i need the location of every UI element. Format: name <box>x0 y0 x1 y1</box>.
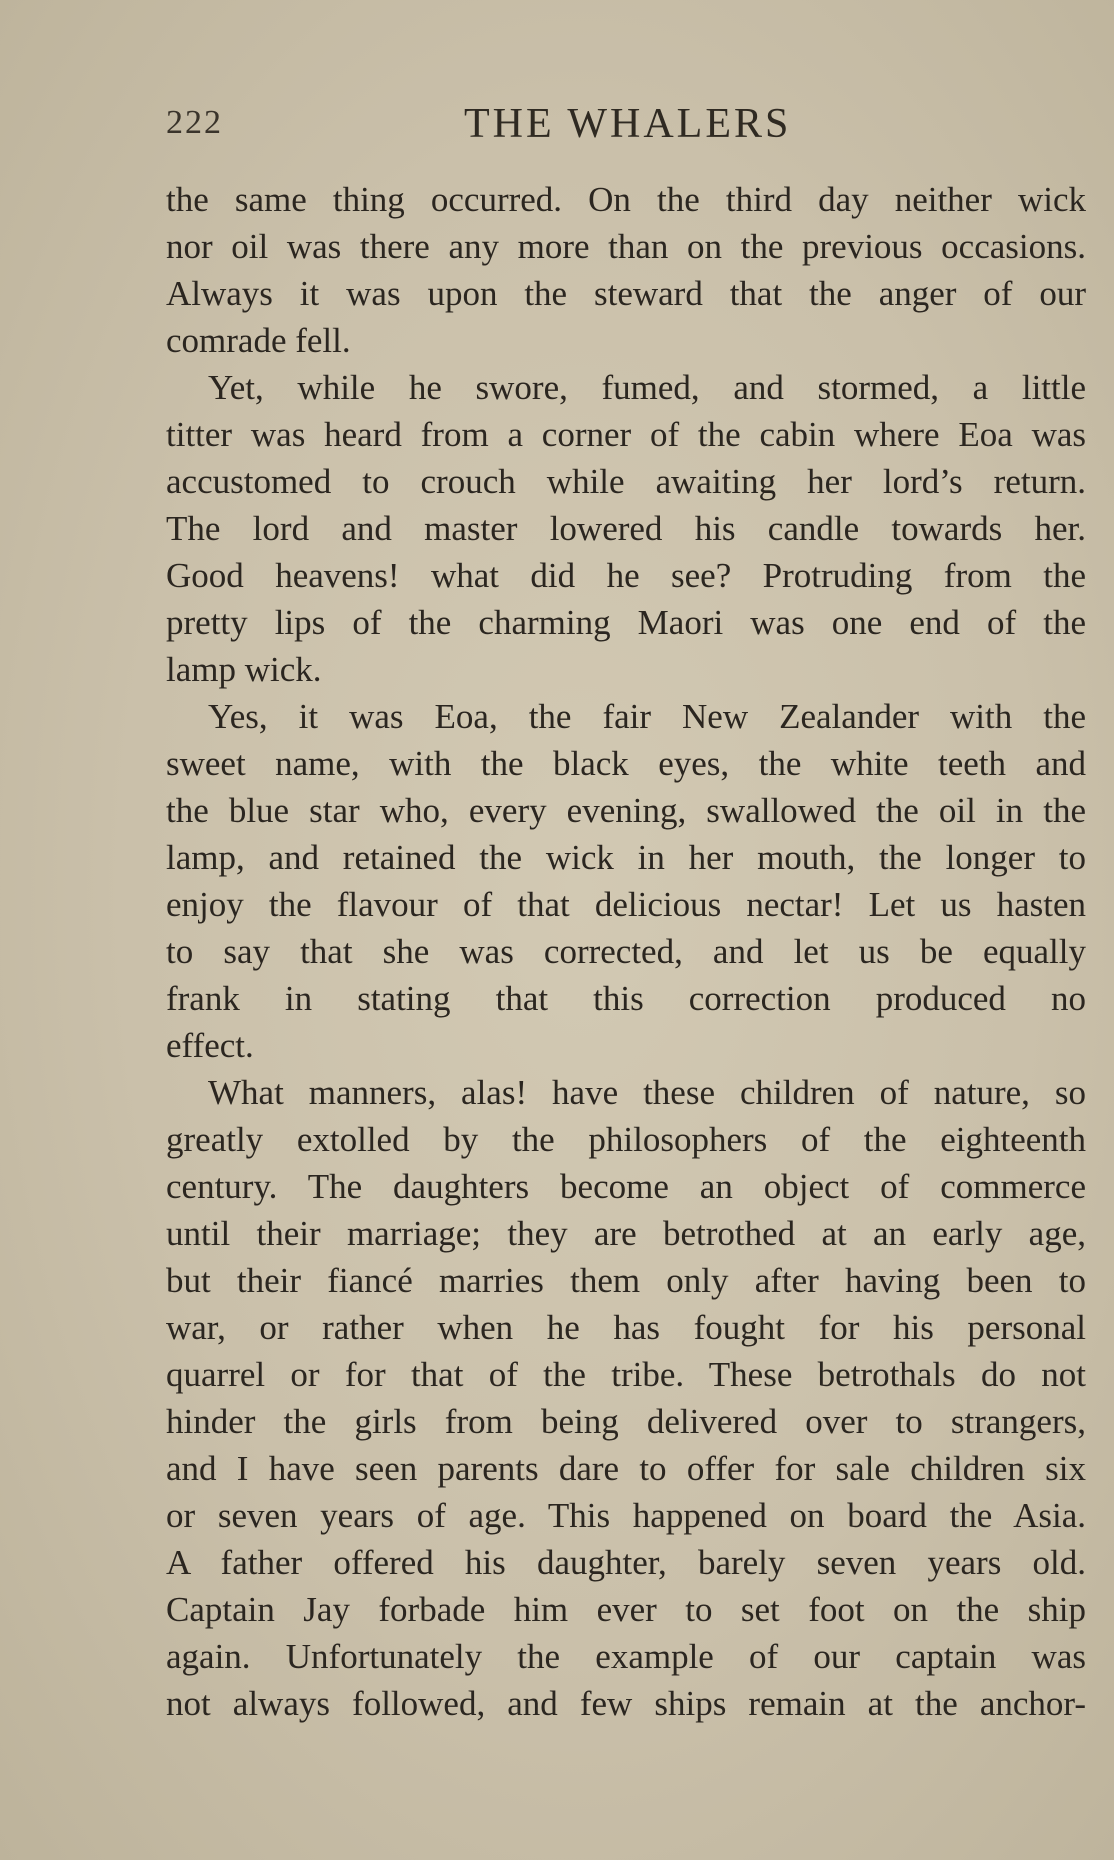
text-line: pretty lips of the charming Maori was one end of the <box>166 603 1086 642</box>
text-line: The lord and master lowered his candle towards her. <box>166 509 1086 548</box>
text-line: nor oil was there any more than on the previous occasions. <box>166 227 1086 266</box>
body-text <box>166 176 1086 1727</box>
text-line: the blue star who, every evening, swallowed the oil in the <box>166 791 1086 830</box>
text-line: or seven years of age. This happened on board the Asia. <box>166 1496 1086 1535</box>
running-title: THE WHALERS <box>464 101 792 147</box>
text-line: and I have seen parents dare to offer for sale children six <box>166 1449 1086 1488</box>
text-line: Yet, while he swore, fumed, and stormed, a little <box>208 368 1086 407</box>
text-line: comrade fell. <box>166 321 351 360</box>
text-line: Good heavens! what did he see? Protruding from the <box>166 556 1086 595</box>
text-line: sweet name, with the black eyes, the white teeth and <box>166 744 1086 783</box>
text-line: not always followed, and few ships remain at the anchor- <box>166 1684 1086 1723</box>
text-line: effect. <box>166 1026 254 1065</box>
text-line: Yes, it was Eoa, the fair New Zealander with the <box>208 697 1086 736</box>
text-line: What manners, alas! have these children of nature, so <box>208 1073 1086 1112</box>
text-line: to say that she was corrected, and let us be equally <box>166 932 1086 971</box>
text-line: but their fiancé marries them only after having been to <box>166 1261 1086 1300</box>
text-line: greatly extolled by the philosophers of the eighteenth <box>166 1120 1086 1159</box>
text-line: hinder the girls from being delivered over to strangers, <box>166 1402 1086 1441</box>
text-line: war, or rather when he has fought for his personal <box>166 1308 1086 1347</box>
text-line: titter was heard from a corner of the cabin where Eoa was <box>166 415 1086 454</box>
text-line: Captain Jay forbade him ever to set foot on the ship <box>166 1590 1086 1629</box>
text-line: the same thing occurred. On the third day neither wick <box>166 180 1086 219</box>
text-line: until their marriage; they are betrothed at an early age, <box>166 1214 1086 1253</box>
text-line: A father offered his daughter, barely seven years old. <box>166 1543 1086 1582</box>
text-line: Always it was upon the steward that the anger of our <box>166 274 1086 313</box>
running-head <box>166 100 1084 152</box>
text-line: lamp wick. <box>166 650 322 689</box>
text-line: lamp, and retained the wick in her mouth, the longer to <box>166 838 1086 877</box>
text-line: quarrel or for that of the tribe. These betrothals do not <box>166 1355 1086 1394</box>
text-line: frank in stating that this correction produced no <box>166 979 1086 1018</box>
text-line: accustomed to crouch while awaiting her lord’s return. <box>166 462 1086 501</box>
text-line: century. The daughters become an object of commerce <box>166 1167 1086 1206</box>
text-line: again. Unfortunately the example of our captain was <box>166 1637 1086 1676</box>
page-number: 222 <box>166 104 223 141</box>
text-line: enjoy the flavour of that delicious nectar! Let us hasten <box>166 885 1086 924</box>
